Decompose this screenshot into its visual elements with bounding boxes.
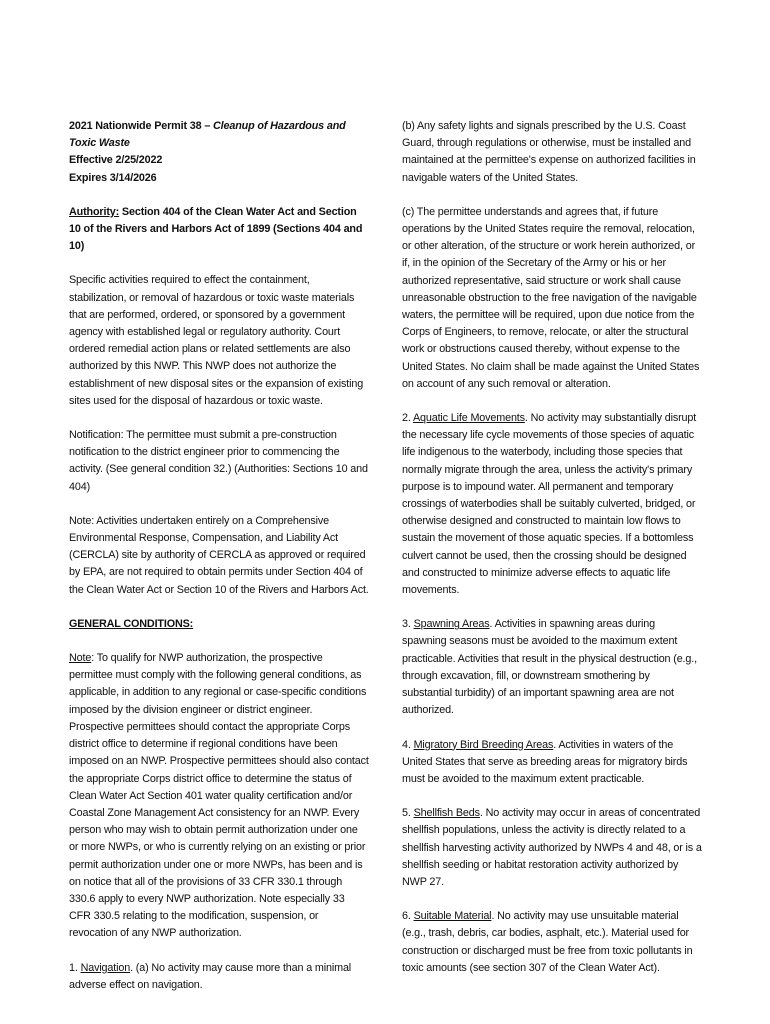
permit-name: Cleanup of Hazardous and Toxic Waste [69,120,346,150]
expiration-date: Expires 3/14/2026 [69,171,157,184]
authority-text: Section 404 of the Clean Water Act and Section 10 of the Rivers and Harbors Act of 1899 (Sections 404 and 10) [69,205,363,253]
general-conditions-heading: GENERAL CONDITIONS: [69,617,194,630]
condition-text: . Activities in spawning areas during spawning seasons must be avoided to the maximum extent practicable. Activities that result in the physical destruction (e.g., through excavation, fill, or downstream smothering by substantial turbidity) of an important spawning area are not authorized. [402,618,697,717]
notification-paragraph: Notification: The permittee must submit a pre-construction notification to the district engineer prior to commencing the activity. (See general condition 32.) (Authorities: Sections 10 and 404) [69,429,368,493]
condition-number: 4. [402,738,414,751]
condition-text: . Activities in waters of the United States that serve as breeding areas for migratory birds must be avoided to the maximum extent practicable. [402,738,688,785]
condition-title: Navigation [80,961,131,974]
condition-text: . (a) No activity may cause more than a minimal adverse effect on navigation. [69,961,352,991]
condition-text: . No activity may occur in areas of concentrated shellfish populations, unless the activity is directly related to a shellfish harvesting activity authorized by NWPs 4 and 48, or is a shellfish seeding or habitat restoration activity authorized by NWP 27. [402,807,702,888]
navigation-part-b: (b) Any safety lights and signals prescribed by the U.S. Coast Guard, through regulations or otherwise, must be installed and maintained at the permittee's expense on authorized facilities in navigable waters of the United States. [402,120,696,184]
condition-aquatic-life [402,410,702,599]
condition-title: Migratory Bird Breeding Areas [413,738,554,751]
condition-number: 6. [402,910,414,923]
condition-title: Aquatic Life Movements [412,412,525,425]
permit-number: 2021 Nationwide Permit 38 – [69,120,214,132]
note-text: : To qualify for NWP authorization, the prospective permittee must comply with the following general conditions, as applicable, in addition to any regional or case-specific conditions imposed by the division engineer or district engineer. Prospective permittees should contact the appropriate Corps district office to determine if regional conditions have been imposed on an NWP. Prospective permittees should also contact the appropriate Corps district office to determine the status of Clean Water Act Section 401 water quality certification and/or Coastal Zone Management Act consistency for an NWP. Every person who may wish to obtain permit authorization under one or more NWPs, or who is currently relying on an existing or prior permit authorization under one or more NWPs, has been and is on notice that all of the provisions of 33 CFR 330.1 through 330.6 apply to every NWP authorization. Note especially 33 CFR 330.5 relating to the modification, suspension, or revocation of any NWP authorization. [69,652,369,940]
condition-number: 5. [402,807,414,820]
cercla-note: Note: Activities undertaken entirely on a Comprehensive Environmental Response, Compensation, and Liability Act (CERCLA) site by authority of CERCLA as approved or required by EPA, are not required to obtain permits under Section 404 of the Clean Water Act or Section 10 of the Rivers and Harbors Act. [69,514,369,596]
condition-navigation [69,960,369,994]
permit-title [69,118,369,152]
condition-number: 2. [402,412,413,425]
effective-date: Effective 2/25/2022 [69,154,163,167]
condition-shellfish-beds [402,805,702,891]
condition-number: 1. [69,961,81,974]
condition-number: 3. [402,618,414,631]
permit-description: Specific activities required to effect the containment, stabilization, or removal of hazardous or toxic waste materials that are performed, ordered, or sponsored by a government agency with established legal or regulatory authority. Court ordered remedial action plans or related settlements are also authorized by this NWP. This NWP does not authorize the establishment of new disposal sites or the expansion of existing sites used for the disposal of hazardous or toxic waste. [69,274,364,407]
general-conditions-note [69,650,369,942]
permit-header [69,118,369,187]
condition-title: Suitable Material [413,910,492,923]
navigation-part-c: (c) The permittee understands and agrees that, if future operations by the United States require the removal, relocation, or other alteration, of the structure or work herein authorized, or if, in the opinion of the Secretary of the Army or his or her authorized representative, said structure or work shall cause unreasonable obstruction to the free navigation of the navigable waters, the permittee will be required, upon due notice from the Corps of Engineers, to remove, relocate, or alter the structural work or obstructions caused thereby, without expense to the United States. No claim shall be made against the United States on account of any such removal or alteration. [402,205,700,390]
authority-label: Authority: [69,205,120,218]
condition-suitable-material [402,908,702,977]
note-label: Note [69,652,92,665]
condition-text: . No activity may substantially disrupt the necessary life cycle movements of those species of aquatic life indigenous to the waterbody, including those species that normally migrate through the area, unless the activity's primary purpose is to impound water. All permanent and temporary crossings of waterbodies shall be suitably culverted, bridged, or otherwise designed and constructed to maintain low flows to sustain the movement of those aquatic species. If a bottomless culvert cannot be used, then the crossing should be designed and constructed to minimize adverse effects to aquatic life movements. [402,412,697,597]
authority-statement [69,204,369,256]
condition-title: Spawning Areas [413,618,490,631]
condition-title: Shellfish Beds [413,807,480,820]
condition-spawning-areas [402,616,702,719]
condition-migratory-birds [402,737,702,789]
left-column [69,118,369,1011]
condition-text: . No activity may use unsuitable material (e.g., trash, debris, car bodies, asphalt, etc.). Material used for construction or discharged must be free from toxic pollutants in toxic amounts (see section 307 of the Clean Water Act). [402,910,693,974]
right-column [402,118,702,994]
